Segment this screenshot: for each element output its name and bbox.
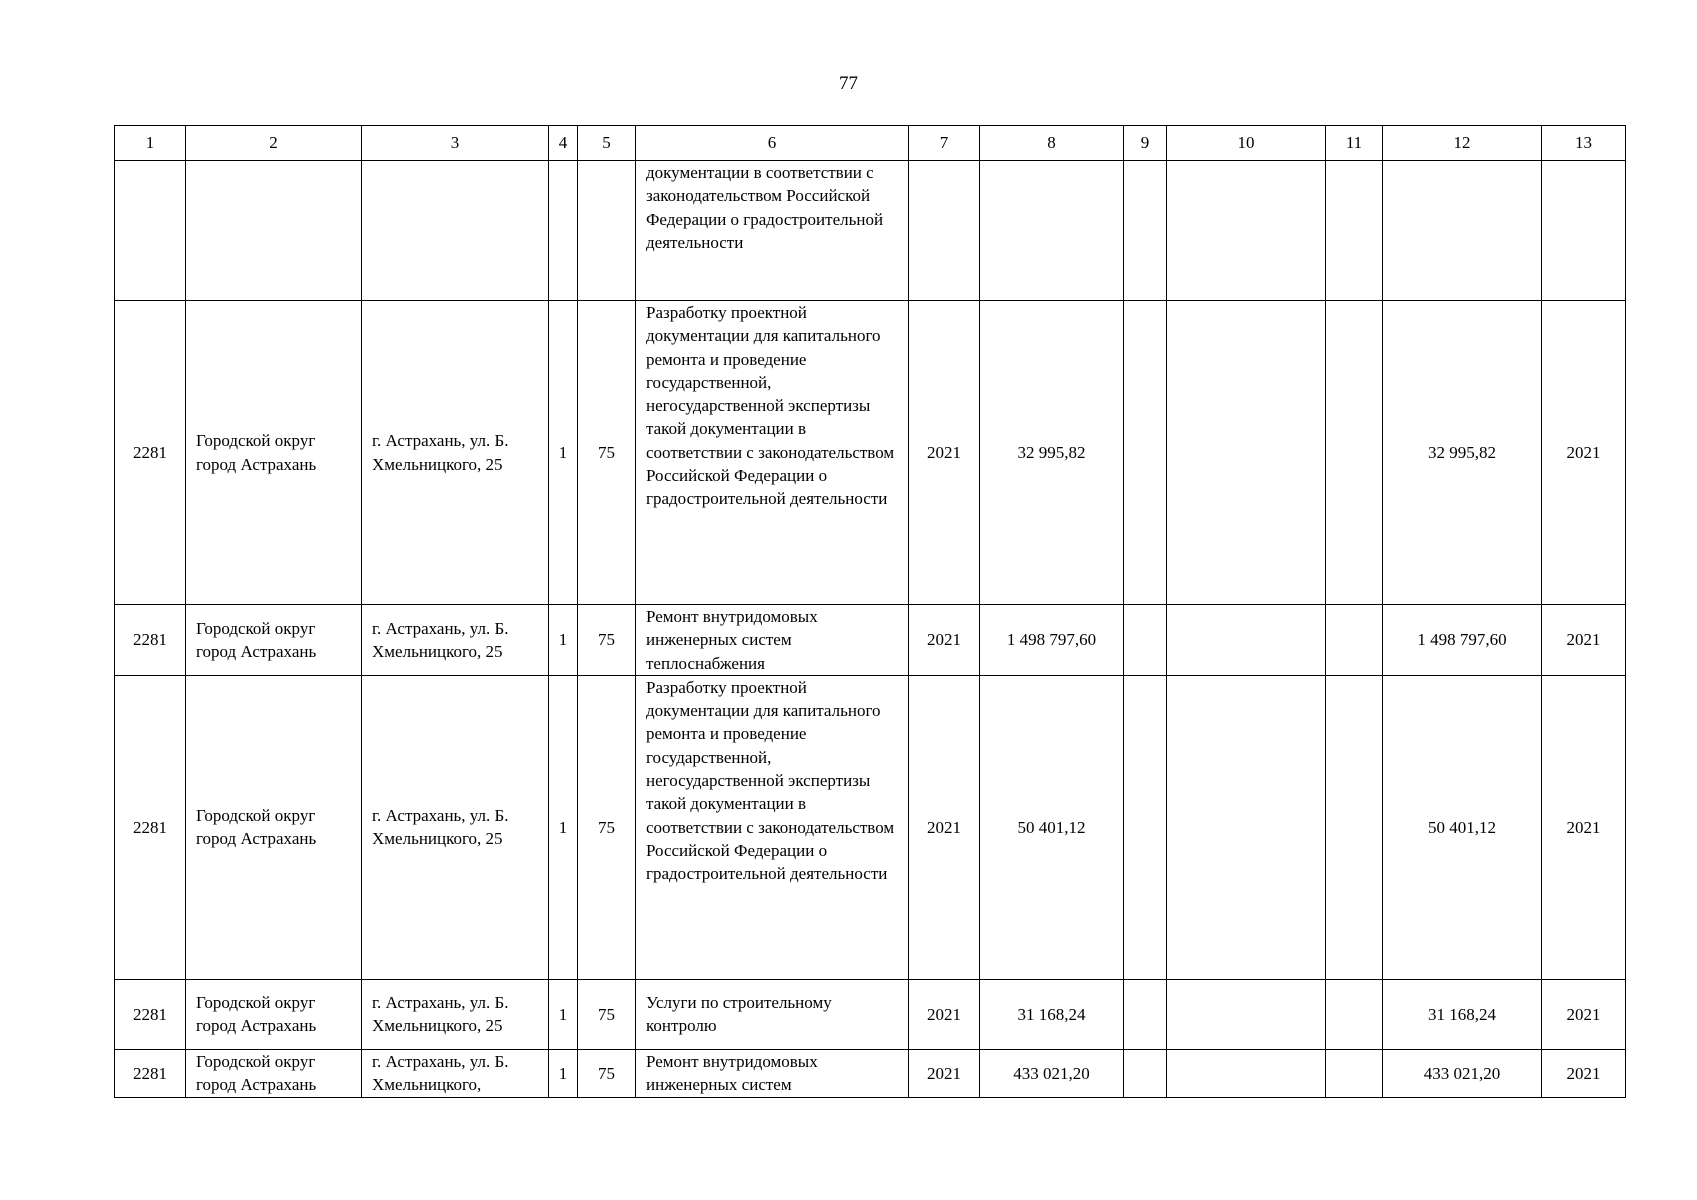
cell-row-number (115, 161, 186, 301)
cell-col-4: 1 (549, 675, 578, 979)
cell-cost-total: 31 168,24 (980, 979, 1124, 1049)
cell-col-11 (1326, 605, 1383, 676)
cell-municipality: Городской округ город Астрахань (186, 675, 362, 979)
cell-address: г. Астрахань, ул. Б. Хмельницкого, 25 (362, 979, 549, 1049)
table-row (115, 161, 1626, 301)
cell-col-10 (1167, 605, 1326, 676)
cell-cost-funding: 31 168,24 (1383, 979, 1542, 1049)
cell-completion-year (1542, 161, 1626, 301)
column-header: 9 (1124, 126, 1167, 161)
cell-col-11 (1326, 1049, 1383, 1097)
cell-col-5: 75 (578, 979, 636, 1049)
cell-address: г. Астрахань, ул. Б. Хмельницкого, (362, 1049, 549, 1097)
cell-work-description: Разработку проектной документации для капитального ремонта и проведение государственной, негосударственной экспертизы такой документации в соответствии с законодательством Российской Федерации о градостроительной деятельности (636, 301, 909, 605)
table-row (115, 301, 1626, 605)
cell-col-9 (1124, 301, 1167, 605)
column-header: 11 (1326, 126, 1383, 161)
column-header: 8 (980, 126, 1124, 161)
cell-address (362, 161, 549, 301)
cell-address: г. Астрахань, ул. Б. Хмельницкого, 25 (362, 675, 549, 979)
cell-col-4: 1 (549, 301, 578, 605)
cell-completion-year: 2021 (1542, 675, 1626, 979)
cell-work-description: Ремонт внутридомовых инженерных систем теплоснабжения (636, 605, 909, 676)
cell-completion-year: 2021 (1542, 1049, 1626, 1097)
cell-col-4: 1 (549, 605, 578, 676)
table-row (115, 1049, 1626, 1097)
page-number: 77 (839, 73, 858, 94)
cell-year: 2021 (909, 301, 980, 605)
cell-address: г. Астрахань, ул. Б. Хмельницкого, 25 (362, 605, 549, 676)
column-header: 7 (909, 126, 980, 161)
column-header: 12 (1383, 126, 1542, 161)
cell-col-9 (1124, 979, 1167, 1049)
cell-row-number: 2281 (115, 675, 186, 979)
column-header: 2 (186, 126, 362, 161)
cell-cost-funding: 433 021,20 (1383, 1049, 1542, 1097)
cell-col-10 (1167, 979, 1326, 1049)
cell-municipality: Городской округ город Астрахань (186, 605, 362, 676)
table-row (115, 979, 1626, 1049)
cell-row-number: 2281 (115, 301, 186, 605)
cell-col-9 (1124, 605, 1167, 676)
cell-work-description: Ремонт внутридомовых инженерных систем (636, 1049, 909, 1097)
cell-col-10 (1167, 675, 1326, 979)
table-row (115, 605, 1626, 676)
cell-col-10 (1167, 1049, 1326, 1097)
cell-col-4: 1 (549, 979, 578, 1049)
column-header: 5 (578, 126, 636, 161)
column-header: 13 (1542, 126, 1626, 161)
cell-municipality: Городской округ город Астрахань (186, 1049, 362, 1097)
cell-col-11 (1326, 301, 1383, 605)
cell-cost-funding: 32 995,82 (1383, 301, 1542, 605)
cell-year: 2021 (909, 605, 980, 676)
cell-col-10 (1167, 161, 1326, 301)
cell-col-5: 75 (578, 675, 636, 979)
cell-row-number: 2281 (115, 605, 186, 676)
cell-col-5 (578, 161, 636, 301)
column-header: 10 (1167, 126, 1326, 161)
cell-address: г. Астрахань, ул. Б. Хмельницкого, 25 (362, 301, 549, 605)
cell-cost-total: 32 995,82 (980, 301, 1124, 605)
cell-col-4: 1 (549, 1049, 578, 1097)
cell-col-5: 75 (578, 301, 636, 605)
cell-municipality (186, 161, 362, 301)
cell-col-10 (1167, 301, 1326, 605)
cell-col-5: 75 (578, 605, 636, 676)
cell-cost-funding: 1 498 797,60 (1383, 605, 1542, 676)
table-header-row (115, 126, 1626, 161)
cell-cost-total: 433 021,20 (980, 1049, 1124, 1097)
cell-cost-total: 1 498 797,60 (980, 605, 1124, 676)
cell-cost-total (980, 161, 1124, 301)
cell-municipality: Городской округ город Астрахань (186, 301, 362, 605)
column-header: 4 (549, 126, 578, 161)
column-header: 3 (362, 126, 549, 161)
cell-cost-funding (1383, 161, 1542, 301)
cell-cost-total: 50 401,12 (980, 675, 1124, 979)
cell-work-description: документации в соответствии с законодательством Российской Федерации о градостроительной деятельности (636, 161, 909, 301)
cell-col-11 (1326, 675, 1383, 979)
cell-col-11 (1326, 979, 1383, 1049)
cell-row-number: 2281 (115, 1049, 186, 1097)
cell-col-9 (1124, 675, 1167, 979)
data-table (114, 125, 1626, 1098)
cell-col-4 (549, 161, 578, 301)
table-row (115, 675, 1626, 979)
cell-year (909, 161, 980, 301)
cell-completion-year: 2021 (1542, 979, 1626, 1049)
cell-municipality: Городской округ город Астрахань (186, 979, 362, 1049)
cell-cost-funding: 50 401,12 (1383, 675, 1542, 979)
cell-completion-year: 2021 (1542, 605, 1626, 676)
cell-year: 2021 (909, 1049, 980, 1097)
cell-col-9 (1124, 161, 1167, 301)
cell-completion-year: 2021 (1542, 301, 1626, 605)
cell-year: 2021 (909, 675, 980, 979)
cell-col-5: 75 (578, 1049, 636, 1097)
cell-col-11 (1326, 161, 1383, 301)
column-header: 6 (636, 126, 909, 161)
cell-year: 2021 (909, 979, 980, 1049)
column-header: 1 (115, 126, 186, 161)
cell-row-number: 2281 (115, 979, 186, 1049)
cell-col-9 (1124, 1049, 1167, 1097)
cell-work-description: Услуги по строительному контролю (636, 979, 909, 1049)
cell-work-description: Разработку проектной документации для капитального ремонта и проведение государственной, негосударственной экспертизы такой документации в соответствии с законодательством Российской Федерации о градостроительной деятельности (636, 675, 909, 979)
